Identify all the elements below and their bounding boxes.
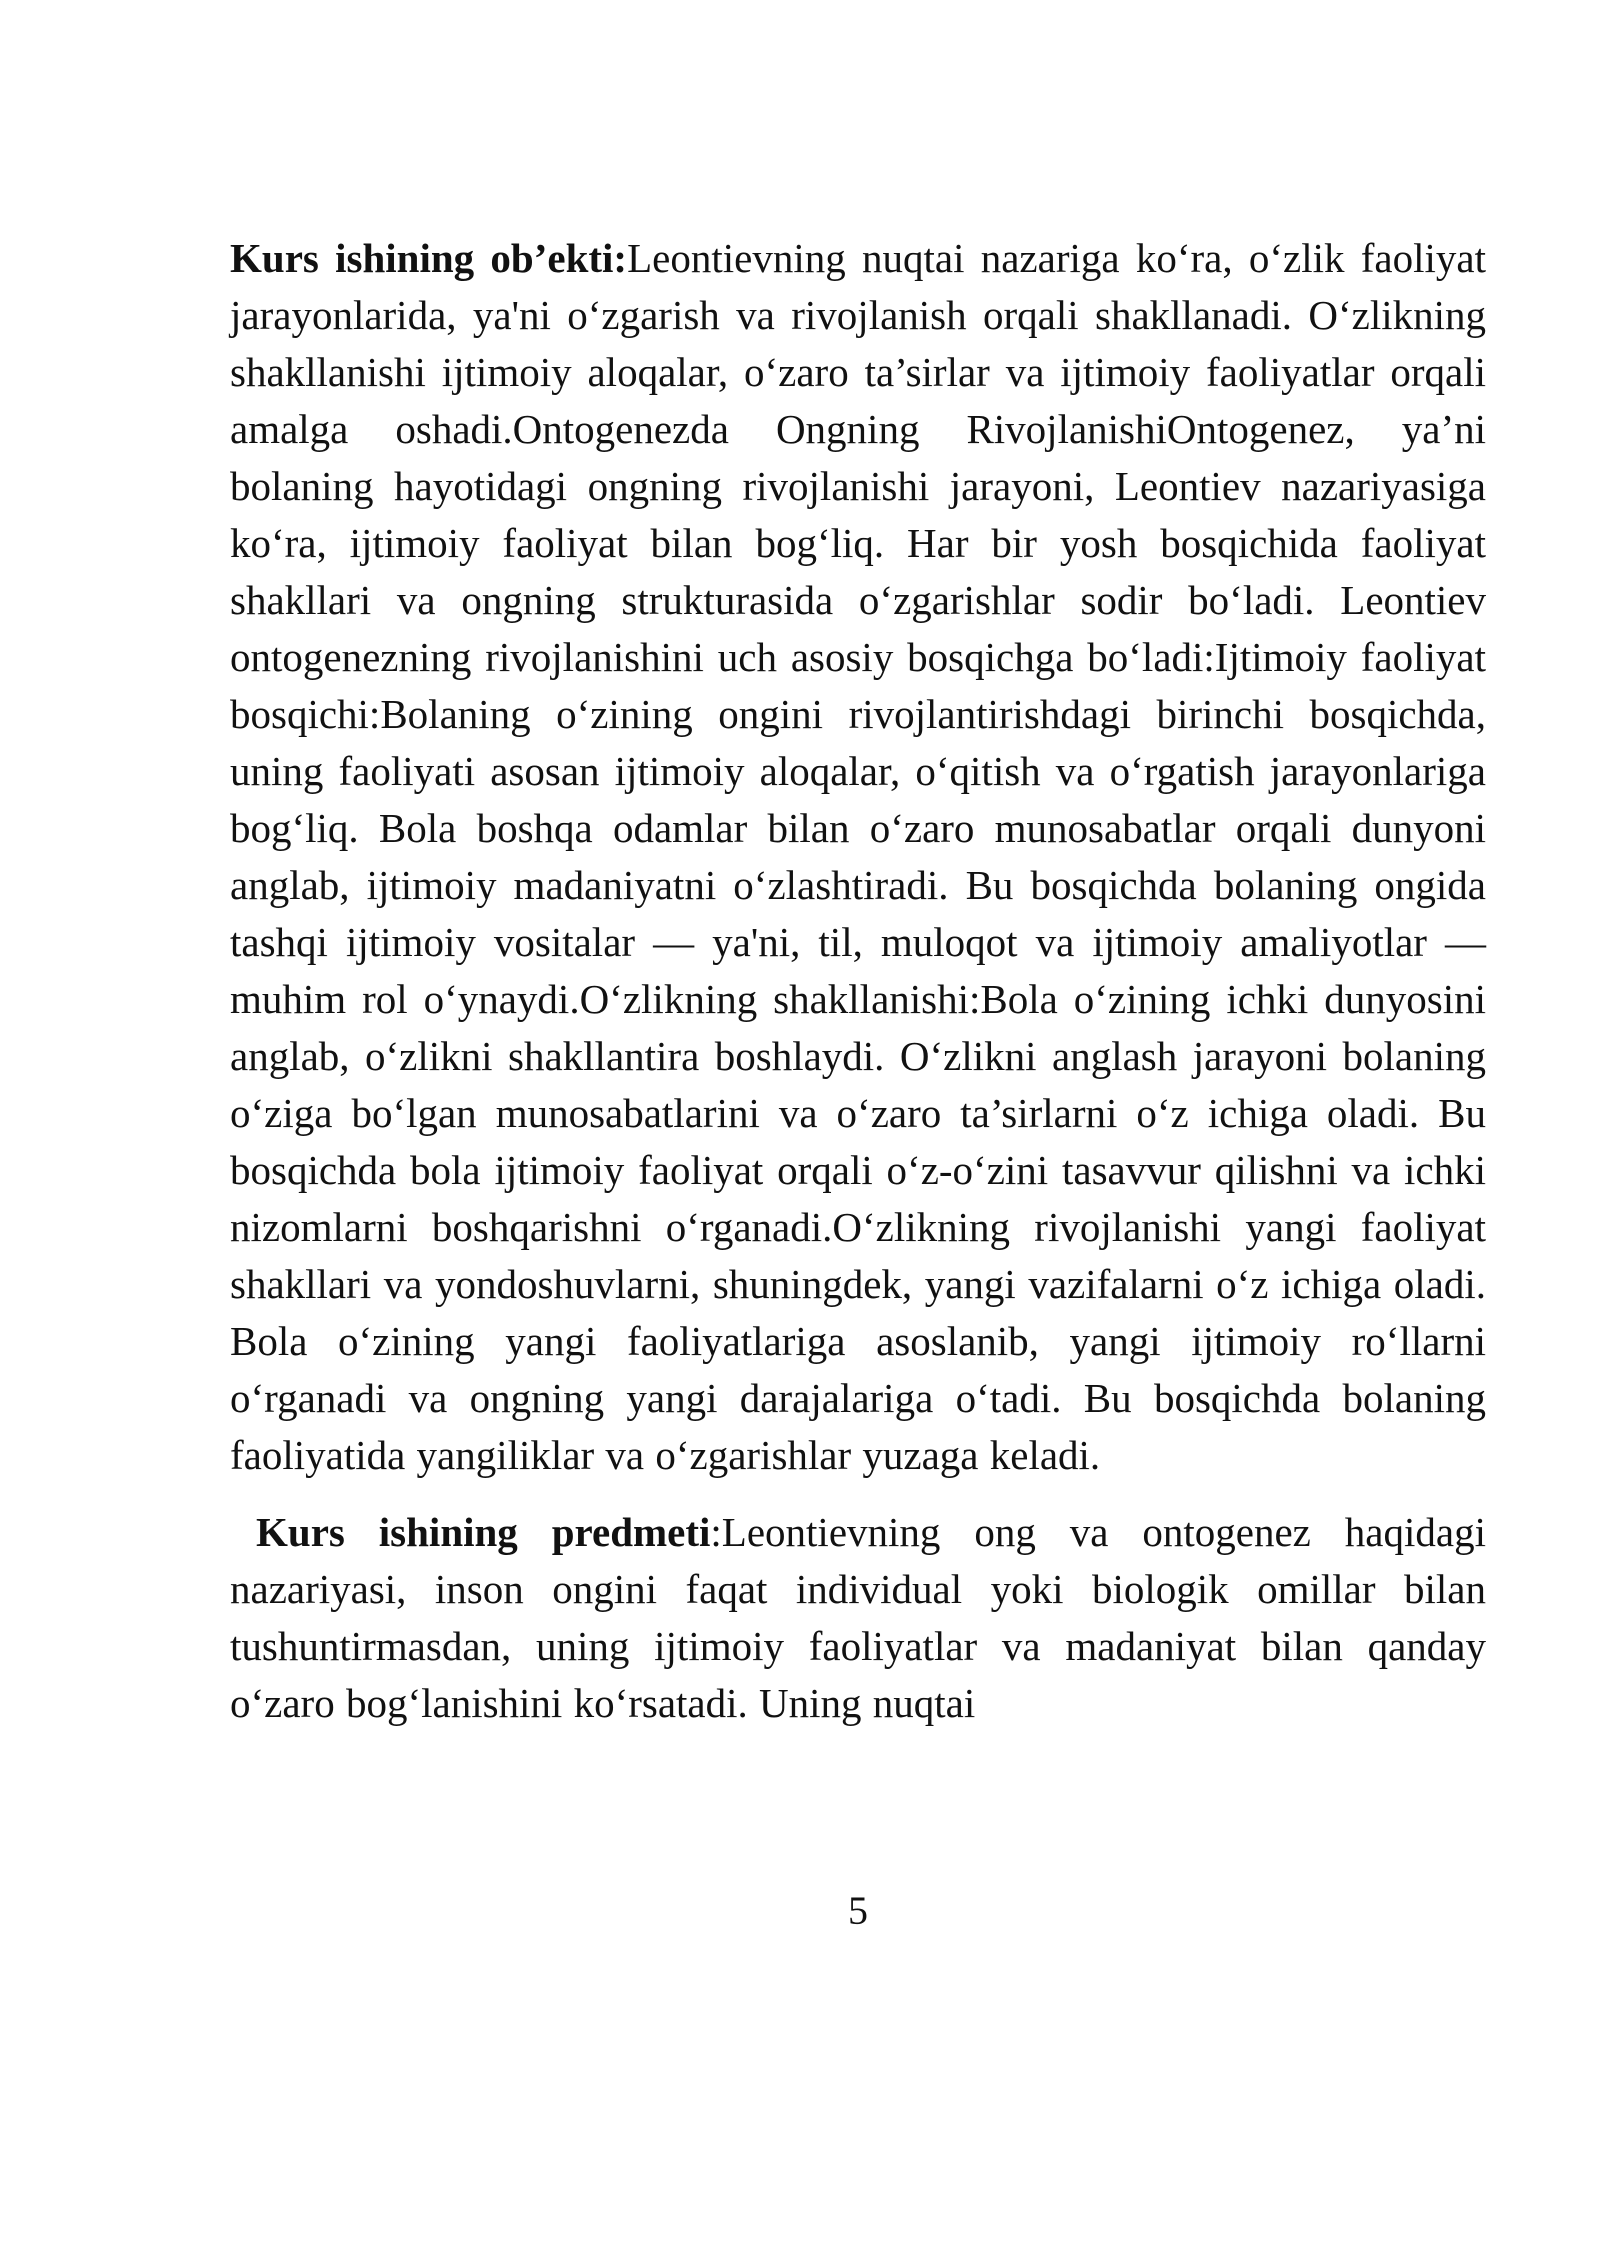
document-body <box>230 230 1486 1732</box>
page-number: 5 <box>848 1888 868 1933</box>
paragraph-object <box>230 230 1486 1484</box>
paragraph-subject <box>230 1504 1486 1732</box>
paragraph-lead-heading: Kurs ishining predmeti <box>256 1509 711 1555</box>
paragraph-text: Leontievning nuqtai nazariga ko‘ra, o‘zlik faoliyat jarayonlarida, ya'ni o‘zgarish va rivojlanish orqali shakllanadi. O‘zlikning shakllanishi ijtimoiy aloqalar, o‘zaro ta’sirlar va ijtimoiy faoliyatlar orqali amalga oshadi.Ontogenezda Ongning RivojlanishiOntogenez, ya’ni bolaning hayotidagi ongning rivojlanishi jarayoni, Leontiev nazariyasiga ko‘ra, ijtimoiy faoliyat bilan bog‘liq. Har bir yosh bosqichida faoliyat shakllari va ongning strukturasida o‘zgarishlar sodir bo‘ladi. Leontiev ontogenezning rivojlanishini uch asosiy bosqichga bo‘ladi:Ijtimoiy faoliyat bosqichi:Bolaning o‘zining ongini rivojlantirishdagi birinchi bosqichda, uning faoliyati asosan ijtimoiy aloqalar, o‘qitish va o‘rgatish jarayonlariga bog‘liq. Bola boshqa odamlar bilan o‘zaro munosabatlar orqali dunyoni anglab, ijtimoiy madaniyatni o‘zlashtiradi. Bu bosqichda bolaning ongida tashqi ijtimoiy vositalar — ya'ni, til, muloqot va ijtimoiy amaliyotlar — muhim rol o‘ynaydi.O‘zlikning shakllanishi:Bola o‘zining ichki dunyosini anglab, o‘zlikni shakllantira boshlaydi. O‘zlikni anglash jarayoni bolaning o‘ziga bo‘lgan munosabatlarini va o‘zaro ta’sirlarni o‘z ichiga oladi. Bu bosqichda bola ijtimoiy faoliyat orqali o‘z-o‘zini tasavvur qilishni va ichki nizomlarni boshqarishni o‘rganadi.O‘zlikning rivojlanishi yangi faoliyat shakllari va yondoshuvlarni, shuningdek, yangi vazifalarni o‘z ichiga oladi. Bola o‘zining yangi faoliyatlariga asoslanib, yangi ijtimoiy ro‘llarni o‘rganadi va ongning yangi darajalariga o‘tadi. Bu bosqichda bolaning faoliyatida yangiliklar va o‘zgarishlar yuzaga keladi. <box>230 235 1486 1478</box>
paragraph-text: :Leontievning ong va ontogenez haqidagi nazariyasi, inson ongini faqat individual yoki biologik omillar bilan tushuntirmasdan, uning ijtimoiy faoliyatlar va madaniyat bilan qanday o‘zaro bog‘lanishini ko‘rsatadi. Uning nuqtai <box>230 1509 1486 1726</box>
paragraph-lead-heading: Kurs ishining ob’ekti: <box>230 235 628 281</box>
